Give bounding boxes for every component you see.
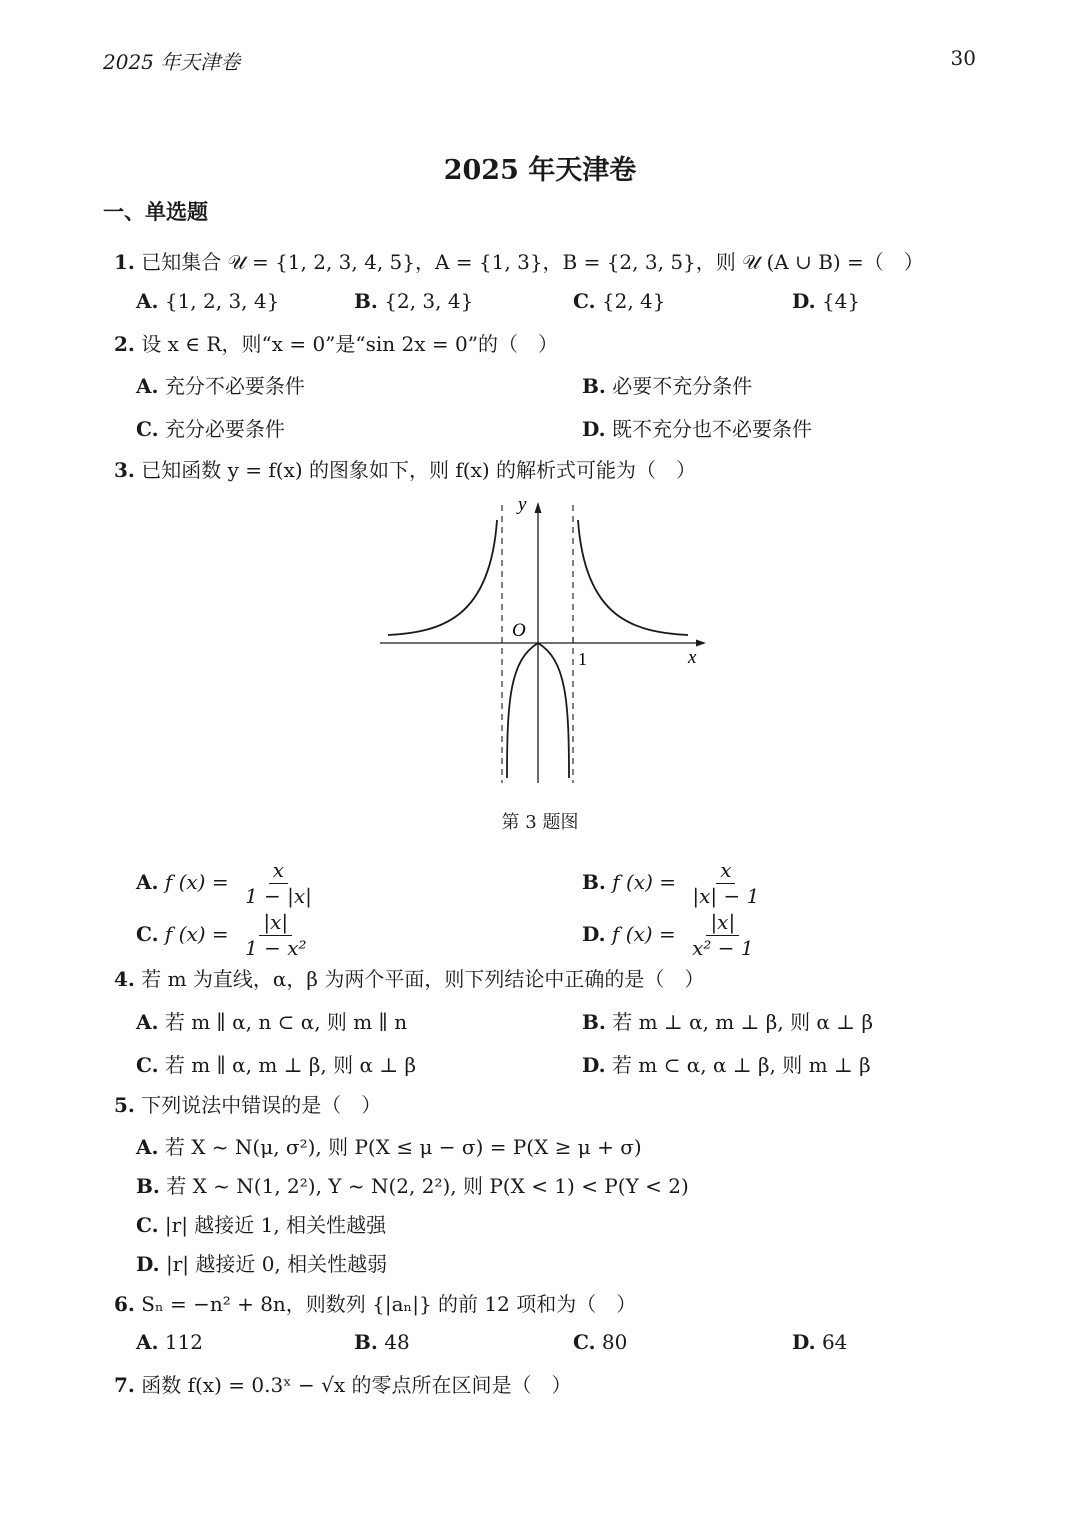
question-stem: 已知函数 y = f(x) 的图象如下，则 f(x) 的解析式可能为（ ） — [141, 458, 697, 482]
option-text: 若 m ⊂ α, α ⊥ β, 则 m ⊥ β — [611, 1053, 871, 1077]
question-number: 5. — [114, 1093, 135, 1117]
question-number: 2. — [114, 332, 135, 356]
origin-label: O — [512, 620, 526, 641]
option-text: {1, 2, 3, 4} — [164, 289, 280, 313]
section-heading: 一、单选题 — [103, 199, 208, 224]
option-label: C. — [573, 289, 596, 313]
question-4 — [114, 963, 704, 992]
question-6 — [114, 1288, 636, 1317]
option-label: B. — [354, 1330, 378, 1354]
option-label: A. — [136, 1135, 159, 1159]
option-text: 64 — [821, 1330, 848, 1354]
option-label: A. — [136, 870, 159, 894]
option-3c — [136, 912, 311, 959]
fraction-numerator: x — [269, 860, 288, 884]
question-5 — [114, 1089, 381, 1118]
option-label: A. — [136, 1330, 159, 1354]
option-label: A. — [136, 289, 159, 313]
question-7 — [114, 1369, 572, 1398]
figure-caption: 第 3 题图 — [501, 812, 579, 833]
fraction-numerator: |x| — [259, 912, 292, 936]
fraction — [241, 860, 316, 907]
option-prefix: f (x) = — [164, 870, 229, 894]
option-text: 48 — [384, 1330, 410, 1354]
question-stem: 设 x ∈ R，则“x = 0”是“sin 2x = 0”的（ ） — [141, 332, 558, 356]
option-text: {4} — [821, 289, 861, 313]
option-label: C. — [136, 417, 159, 441]
option-4a — [136, 1006, 407, 1035]
option-3a — [136, 860, 316, 907]
option-text: {2, 4} — [601, 289, 666, 313]
fraction-numerator: x — [716, 860, 735, 884]
option-label: C. — [573, 1330, 596, 1354]
option-6c — [573, 1330, 627, 1354]
x-axis-arrow-icon — [696, 640, 706, 647]
question-number: 1. — [114, 250, 135, 274]
option-label: D. — [792, 1330, 816, 1354]
option-5b — [136, 1170, 689, 1199]
fraction-numerator: |x| — [706, 912, 739, 936]
question-stem: 函数 f(x) = 0.3ˣ − √x 的零点所在区间是（ ） — [141, 1373, 572, 1397]
option-6d — [792, 1330, 847, 1354]
question-number: 6. — [114, 1292, 135, 1316]
fraction — [688, 860, 763, 907]
option-5d — [136, 1248, 387, 1277]
page-number: 30 — [950, 46, 976, 70]
option-label: D. — [582, 1053, 606, 1077]
option-label: C. — [136, 1053, 159, 1077]
option-label: D. — [582, 922, 606, 946]
fraction — [241, 912, 311, 959]
option-4d — [582, 1049, 871, 1078]
option-text: 充分必要条件 — [164, 417, 285, 441]
option-text: 既不充分也不必要条件 — [611, 417, 812, 441]
fraction — [688, 912, 758, 959]
option-text: |r| 越接近 1, 相关性越强 — [164, 1213, 387, 1237]
curve-left-branch — [388, 520, 497, 635]
question-number: 4. — [114, 967, 135, 991]
question-stem: 下列说法中错误的是（ ） — [141, 1093, 382, 1117]
option-label: B. — [582, 374, 606, 398]
option-text: |r| 越接近 0, 相关性越弱 — [165, 1252, 388, 1276]
question-stem: Sₙ = −n² + 8n，则数列 {|aₙ|} 的前 12 项和为（ ） — [141, 1292, 637, 1316]
question-stem: 已知集合 𝒰 = {1, 2, 3, 4, 5}，A = {1, 3}，B = {2, 3, 5}，则 𝒰 (A ∪ B) =（ ） — [141, 250, 924, 274]
fraction-denominator: 1 − |x| — [244, 884, 312, 908]
question-number: 3. — [114, 458, 135, 482]
option-3b — [582, 860, 763, 907]
option-4b — [582, 1006, 873, 1035]
option-text: 若 m ∥ α, m ⊥ β, 则 α ⊥ β — [164, 1053, 417, 1077]
option-text: {2, 3, 4} — [384, 289, 474, 313]
option-prefix: f (x) = — [164, 922, 229, 946]
option-label: D. — [136, 1252, 160, 1276]
fraction-denominator: |x| − 1 — [692, 884, 760, 908]
option-text: 必要不充分条件 — [612, 374, 753, 398]
option-label: C. — [136, 1213, 159, 1237]
x-axis-label: x — [688, 647, 697, 668]
option-6a — [136, 1330, 203, 1354]
y-axis-arrow-icon — [535, 502, 542, 513]
y-axis-label: y — [518, 494, 527, 515]
option-label: C. — [136, 922, 159, 946]
option-3d — [582, 912, 758, 959]
option-label: B. — [354, 289, 378, 313]
option-label: B. — [582, 870, 606, 894]
option-prefix: f (x) = — [612, 870, 676, 894]
tick-label-1: 1 — [578, 649, 587, 669]
option-5c — [136, 1209, 386, 1238]
option-4c — [136, 1049, 416, 1078]
page-title: 2025 年天津卷 — [443, 155, 637, 186]
option-prefix: f (x) = — [611, 922, 676, 946]
option-text: 80 — [601, 1330, 628, 1354]
option-label: B. — [136, 1174, 160, 1198]
option-text: 若 X ~ N(1, 2²), Y ~ N(2, 2²), 则 P(X < 1) < P(Y < 2) — [166, 1174, 689, 1198]
option-label: A. — [136, 1010, 159, 1034]
option-label: A. — [136, 374, 159, 398]
option-5a — [136, 1131, 642, 1160]
option-text: 若 m ⊥ α, m ⊥ β, 则 α ⊥ β — [612, 1010, 874, 1034]
option-text: 若 X ~ N(μ, σ²), 则 P(X ≤ μ − σ) = P(X ≥ μ + σ) — [164, 1135, 642, 1159]
option-text: 112 — [164, 1330, 204, 1354]
option-label: D. — [582, 417, 606, 441]
fraction-denominator: 1 − x² — [245, 936, 307, 960]
question-number: 7. — [114, 1373, 135, 1397]
option-text: 充分不必要条件 — [164, 374, 305, 398]
running-header: 2025 年天津卷 — [103, 50, 241, 74]
option-label: B. — [582, 1010, 606, 1034]
option-6b — [354, 1330, 410, 1354]
option-text: 若 m ∥ α, n ⊂ α, 则 m ∥ n — [164, 1010, 408, 1034]
option-label: D. — [792, 289, 816, 313]
curve-right-branch — [578, 520, 688, 635]
fraction-denominator: x² − 1 — [692, 936, 754, 960]
question-stem: 若 m 为直线，α，β 为两个平面，则下列结论中正确的是（ ） — [141, 967, 705, 991]
